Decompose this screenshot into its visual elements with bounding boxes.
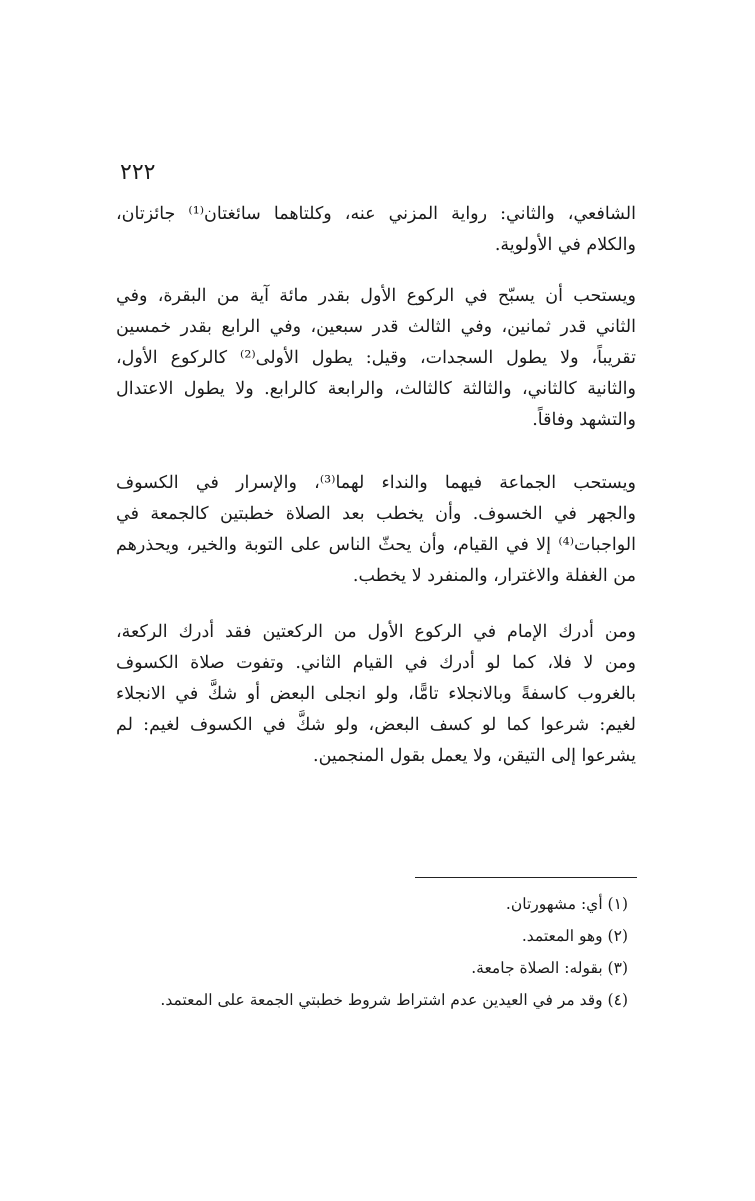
text-line: من الغفلة والاغترار، والمنفرد لا يخطب. [352, 566, 636, 586]
paragraph-4 [116, 617, 636, 772]
text-line: ومن أدرك الإمام في الركوع الأول من الركعتين فقد أدرك الركعة، [116, 622, 636, 642]
text-line: لغيم: شرعوا كما لو كسف البعض، ولو شكَّ في الكسوف لغيم: لم [116, 715, 636, 735]
text-line: بالغروب كاسفةً وبالانجلاء تامًّا، ولو انجلى البعض أو شكَّ في الانجلاء [116, 684, 636, 704]
text-line: يشرعوا إلى التيقن، ولا يعمل بقول المنجمين. [313, 746, 636, 766]
body-text [116, 468, 636, 592]
footnote-separator [415, 877, 637, 878]
text-line: ويستحب الجماعة فيهما والنداء لهما⁽³⁾، والإسرار في الكسوف [116, 473, 636, 493]
text-line: ويستحب أن يسبّح في الركوع الأول بقدر مائة آية من البقرة، وفي [116, 286, 636, 306]
footnote-2: (٢) وهو المعتمد. [521, 927, 628, 945]
footnote-4: (٤) وقد مر في العيدين عدم اشتراط شروط خطبتي الجمعة على المعتمد. [160, 991, 628, 1009]
text-line: الثاني قدر ثمانين، وفي الثالث قدر سبعين، وفي الرابع بقدر خمسين [116, 317, 636, 337]
paragraph-3 [116, 468, 636, 592]
footnote-3: (٣) بقوله: الصلاة جامعة. [471, 959, 628, 977]
body-text [116, 199, 636, 261]
footnote-1: (١) أي: مشهورتان. [505, 895, 628, 913]
body-text [116, 617, 636, 772]
paragraph-2 [116, 281, 636, 436]
footnotes [116, 888, 636, 1016]
page-number: ٢٢٢ [120, 160, 156, 185]
text-line: والكلام في الأولوية. [494, 235, 636, 255]
text-line: والجهر في الخسوف. وأن يخطب بعد الصلاة خطبتين كالجمعة في [116, 504, 636, 524]
text-line: والتشهد وفاقاً. [532, 410, 636, 430]
text-line: الشافعي، والثاني: رواية المزني عنه، وكلتاهما سائغتان⁽¹⁾ جائزتان، [116, 204, 636, 224]
text-line: ومن لا فلا، كما لو أدرك في القيام الثاني. وتفوت صلاة الكسوف [116, 653, 636, 673]
text-line: والثانية كالثاني، والثالثة كالثالث، والرابعة كالرابع. ولا يطول الاعتدال [116, 379, 636, 399]
body-text [116, 281, 636, 436]
text-line: الواجبات⁽⁴⁾ إلا في القيام، وأن يحثّ الناس على التوبة والخير، ويحذرهم [116, 535, 636, 555]
paragraph-1 [116, 199, 636, 261]
text-line: تقريباً، ولا يطول السجدات، وقيل: يطول الأولى⁽²⁾ كالركوع الأول، [116, 348, 636, 368]
